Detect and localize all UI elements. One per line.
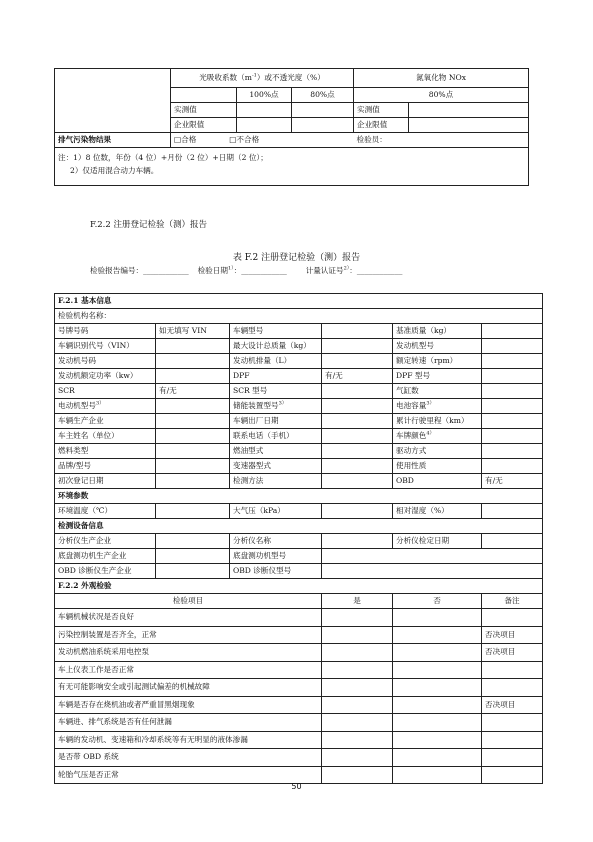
analyzer-name-label: 分析仪名称 — [230, 534, 322, 549]
pressure-label: 大气压（kPa） — [230, 504, 322, 519]
first-reg-value[interactable] — [156, 474, 230, 489]
visual-yes[interactable] — [322, 626, 393, 644]
drive-label: 驱动方式 — [393, 444, 482, 459]
measured-80-value[interactable] — [292, 103, 354, 118]
ref-mass-value[interactable] — [482, 324, 543, 339]
analyzer-mfr-value[interactable] — [156, 534, 230, 549]
result-options — [171, 133, 354, 148]
humidity-value[interactable] — [482, 504, 543, 519]
no-plate-hint: 如无填写 VIN — [156, 324, 230, 339]
cylinders-value[interactable] — [482, 384, 543, 399]
temp-value[interactable] — [156, 504, 230, 519]
limit-80-value[interactable] — [292, 118, 354, 133]
exhaust-results-table — [54, 68, 529, 186]
plate-color-value[interactable] — [482, 429, 543, 444]
usage-label: 使用性质 — [393, 459, 482, 474]
model-label: 车辆型号 — [230, 324, 322, 339]
plate-label: 号牌号码 — [55, 324, 156, 339]
prod-date-value[interactable] — [322, 414, 393, 429]
col-yes: 是 — [322, 594, 393, 609]
visual-yes[interactable] — [322, 731, 393, 749]
analyzer-date-label: 分析仪检定日期 — [393, 534, 482, 549]
analyzer-date-value[interactable] — [482, 534, 543, 549]
visual-item: 污染控制装置是否齐全，正常 — [55, 626, 322, 644]
mileage-value[interactable] — [482, 414, 543, 429]
date-blank[interactable]: ____________ — [241, 266, 287, 275]
first-reg-label: 初次登记日期 — [55, 474, 156, 489]
visual-item: 车辆机械状况是否良好 — [55, 609, 322, 627]
visual-no[interactable] — [393, 609, 482, 627]
limit-label: 企业限值 — [171, 118, 237, 133]
visual-remark — [482, 714, 543, 732]
visual-remark — [482, 661, 543, 679]
visual-no[interactable] — [393, 644, 482, 662]
drive-value[interactable] — [482, 444, 543, 459]
analyzer-mfr-label: 分析仪生产企业 — [55, 534, 156, 549]
table-title: 表 F.2 注册登记检验（测）报告 — [232, 253, 361, 263]
max-mass-value[interactable] — [322, 339, 393, 354]
vin-label: 车辆识别代号（VIN） — [55, 339, 156, 354]
measured-nox-label: 实测值 — [354, 103, 409, 118]
displacement-label: 发动机排量（L） — [230, 354, 322, 369]
manufacturer-value[interactable] — [156, 414, 230, 429]
pass-checkbox[interactable]: □合格 — [174, 135, 197, 145]
dyno-model-label: 底盘测功机型号 — [230, 549, 322, 564]
nox-header: 氮氧化物 NOx — [354, 69, 529, 88]
point-100: 100%点 — [237, 88, 292, 103]
opacity-header: 光吸收系数$(m^{-1})$或不透光度（%） — [171, 69, 354, 88]
visual-yes[interactable] — [322, 696, 393, 714]
measured-nox-value[interactable] — [409, 103, 529, 118]
cylinders-label: 气缸数 — [393, 384, 482, 399]
inspector: 检验员： — [354, 133, 529, 148]
motor-model-label: 电动机型号$^{3)}$ — [55, 399, 156, 414]
dpf-label: DPF — [230, 369, 322, 384]
brand-label: 品牌/型号 — [55, 459, 156, 474]
rated-power-label: 发动机额定功率（kw） — [55, 369, 156, 384]
section-env: 环境参数 — [55, 489, 543, 504]
limit-100-value[interactable] — [237, 118, 292, 133]
obd-model-label: OBD 诊断仪型号 — [230, 564, 322, 579]
gearbox-value[interactable] — [322, 459, 393, 474]
storage-model-value[interactable] — [322, 399, 393, 414]
motor-model-value[interactable] — [156, 399, 230, 414]
scr-yes-no[interactable]: 有/无 — [156, 384, 230, 399]
obd-model-value[interactable] — [322, 564, 543, 579]
visual-item: 车辆进、排气系统是否有任何泄漏 — [55, 714, 322, 732]
visual-no[interactable] — [393, 714, 482, 732]
visual-no[interactable] — [393, 679, 482, 697]
measured-label: 实测值 — [171, 103, 237, 118]
note-1: 注：1）8 位数，年份（4 位）+月份（2 位）+日期（2 位）； — [58, 153, 268, 162]
section-equip: 检测设备信息 — [55, 519, 543, 534]
visual-no[interactable] — [393, 731, 482, 749]
plate-color-label: 车牌颜色$^{4)}$ — [393, 429, 482, 444]
blank-cell — [171, 88, 237, 103]
rated-speed-label: 额定转速（rpm） — [393, 354, 482, 369]
visual-remark — [482, 766, 543, 784]
model-value[interactable] — [322, 324, 393, 339]
humidity-label: 相对湿度（%） — [393, 504, 482, 519]
pressure-value[interactable] — [322, 504, 393, 519]
engine-no-label: 发动机号码 — [55, 354, 156, 369]
fuel-supply-label: 燃油型式 — [230, 444, 322, 459]
result-label: 排气污染物结果 — [55, 133, 171, 148]
org-name: 检验机构名称： — [55, 309, 543, 324]
visual-yes[interactable] — [322, 679, 393, 697]
visual-no[interactable] — [393, 749, 482, 767]
scr-label: SCR — [55, 384, 156, 399]
note-2: 2）仅适用混合动力车辆。 — [70, 166, 159, 176]
visual-remark: 否决项目 — [482, 644, 543, 662]
visual-item: 车辆是否存在烧机油或者严重冒黑烟现象 — [55, 696, 322, 714]
info-line: 检验报告编号：____________ 检验日期$^{1)}$：____________ 计量认证号$^{2)}$：____________ — [90, 265, 403, 275]
dpf-model-label: DPF 型号 — [393, 369, 482, 384]
obd-mfr-label: OBD 诊断仪生产企业 — [55, 564, 156, 579]
max-mass-label: 最大设计总质量（kg） — [230, 339, 322, 354]
rated-speed-value[interactable] — [482, 354, 543, 369]
dyno-mfr-label: 底盘测功机生产企业 — [55, 549, 156, 564]
visual-no[interactable] — [393, 766, 482, 784]
mileage-label: 累计行驶里程（km） — [393, 414, 482, 429]
displacement-value[interactable] — [322, 354, 393, 369]
cert-blank[interactable]: ____________ — [356, 266, 403, 275]
measured-100-value[interactable] — [237, 103, 292, 118]
owner-label: 车主姓名（单位） — [55, 429, 156, 444]
section-heading: F.2.2 注册登记检验（测）报告 — [90, 220, 207, 230]
fuel-label: 燃料类型 — [55, 444, 156, 459]
visual-remark: 否决项目 — [482, 696, 543, 714]
visual-item: 发动机燃油系统采用电控泵 — [55, 644, 322, 662]
visual-remark — [482, 609, 543, 627]
section-visual: F.2.2 外观检验 — [55, 579, 543, 594]
visual-remark: 否决项目 — [482, 626, 543, 644]
fuel-value[interactable] — [156, 444, 230, 459]
visual-no[interactable] — [393, 661, 482, 679]
manufacturer-label: 车辆生产企业 — [55, 414, 156, 429]
visual-yes[interactable] — [322, 766, 393, 784]
col-remark: 备注 — [482, 594, 543, 609]
obd-mfr-value[interactable] — [156, 564, 230, 579]
visual-item: 车辆的发动机、变速箱和冷却系统等有无明显的液体渗漏 — [55, 731, 322, 749]
blank-cell — [55, 69, 171, 133]
scr-model-value[interactable] — [322, 384, 393, 399]
scr-model-label: SCR 型号 — [230, 384, 322, 399]
visual-remark — [482, 749, 543, 767]
owner-value[interactable] — [156, 429, 230, 444]
col-no: 否 — [393, 594, 482, 609]
phone-value[interactable] — [322, 429, 393, 444]
dpf-yes-no[interactable]: 有/无 — [322, 369, 393, 384]
obd-yes-no[interactable]: 有/无 — [482, 474, 543, 489]
engine-model-value[interactable] — [482, 339, 543, 354]
visual-no[interactable] — [393, 696, 482, 714]
ref-mass-label: 基准质量（kg） — [393, 324, 482, 339]
visual-remark — [482, 731, 543, 749]
prod-date-label: 车辆出厂日期 — [230, 414, 322, 429]
storage-model-label: 储能装置型号$^{3)}$ — [230, 399, 322, 414]
fail-checkbox[interactable]: □不合格 — [229, 135, 260, 145]
dpf-model-value[interactable] — [482, 369, 543, 384]
point-80: 80%点 — [292, 88, 354, 103]
registration-table — [54, 293, 543, 784]
limit-nox-value[interactable] — [409, 118, 529, 133]
dyno-model-value[interactable] — [322, 549, 543, 564]
method-label: 检测方法 — [230, 474, 322, 489]
notes — [55, 148, 529, 186]
phone-label: 联系电话（手机） — [230, 429, 322, 444]
method-value[interactable] — [322, 474, 393, 489]
visual-yes[interactable] — [322, 749, 393, 767]
dyno-mfr-value[interactable] — [156, 549, 230, 564]
visual-yes[interactable] — [322, 661, 393, 679]
vin-value[interactable] — [156, 339, 230, 354]
limit-nox-label: 企业限值 — [354, 118, 409, 133]
visual-item: 有无可能影响安全或引起测试偏差的机械故障 — [55, 679, 322, 697]
report-no-blank[interactable]: ____________ — [143, 266, 189, 275]
battery-cap-value[interactable] — [482, 399, 543, 414]
brand-value[interactable] — [156, 459, 230, 474]
rated-power-value[interactable] — [156, 369, 230, 384]
temp-label: 环境温度（℃） — [55, 504, 156, 519]
col-item: 检验项目 — [55, 594, 322, 609]
visual-yes[interactable] — [322, 609, 393, 627]
visual-yes[interactable] — [322, 714, 393, 732]
obd-label: OBD — [393, 474, 482, 489]
visual-no[interactable] — [393, 626, 482, 644]
visual-item: 车上仪表工作是否正常 — [55, 661, 322, 679]
usage-value[interactable] — [482, 459, 543, 474]
battery-cap-label: 电池容量$^{3)}$ — [393, 399, 482, 414]
fuel-supply-value[interactable] — [322, 444, 393, 459]
page-number: 50 — [291, 782, 302, 791]
visual-item: 是否带 OBD 系统 — [55, 749, 322, 767]
visual-yes[interactable] — [322, 644, 393, 662]
point-80-nox: 80%点 — [354, 88, 529, 103]
analyzer-name-value[interactable] — [322, 534, 393, 549]
gearbox-label: 变速器型式 — [230, 459, 322, 474]
engine-no-value[interactable] — [156, 354, 230, 369]
visual-item: 轮胎气压是否正常 — [55, 766, 322, 784]
section-basic-info: F.2.1 基本信息 — [55, 294, 543, 309]
visual-remark — [482, 679, 543, 697]
engine-model-label: 发动机型号 — [393, 339, 482, 354]
